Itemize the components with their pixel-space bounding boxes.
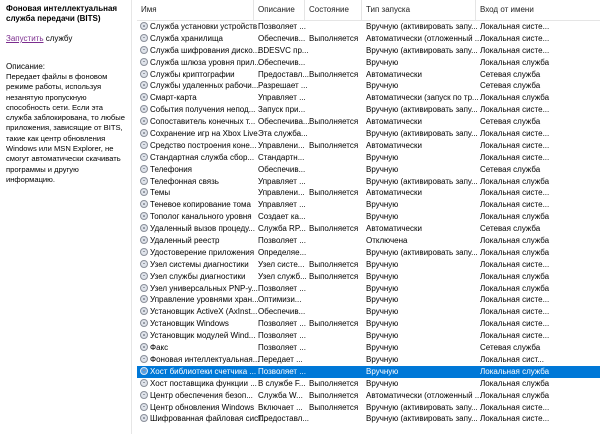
service-startup-type-cell: Автоматически: [366, 69, 422, 79]
service-status-cell: Выполняется: [309, 402, 359, 412]
service-status-cell: Выполняется: [309, 117, 359, 127]
service-description-cell: Обеспечив...: [258, 57, 306, 67]
service-name: Управление уровнями хран...: [150, 295, 259, 305]
table-row[interactable]: [137, 306, 600, 318]
services-list: [137, 0, 600, 434]
service-name: Службы удаленных рабочи...: [150, 81, 259, 91]
service-startup-type-cell: Автоматически: [366, 188, 422, 198]
table-row[interactable]: [137, 104, 600, 116]
table-row[interactable]: [137, 69, 600, 81]
service-logon-cell: Локальная систе...: [480, 307, 550, 317]
table-row[interactable]: [137, 176, 600, 188]
service-name: События получения непод...: [150, 105, 256, 115]
service-startup-type-cell: Вручную: [366, 295, 399, 305]
service-description-cell: Определяе...: [258, 247, 307, 257]
service-description-cell: Управляет ...: [258, 176, 306, 186]
table-row[interactable]: [137, 378, 600, 390]
gear-icon: [140, 165, 148, 173]
service-status-cell: Выполняется: [309, 33, 359, 43]
service-description-cell: Передает ...: [258, 354, 303, 364]
service-name: Службы криптографии: [150, 69, 235, 79]
service-logon-cell: Локальная систе...: [480, 295, 550, 305]
service-name-cell: [137, 259, 254, 271]
service-name-cell: [137, 413, 268, 425]
service-status-cell: [305, 235, 362, 247]
service-name: Служба шифрования диско...: [150, 45, 260, 55]
service-logon-cell: Локальная служба: [480, 378, 550, 388]
service-logon-cell: Локальная служба: [480, 366, 550, 376]
service-rows: [137, 21, 600, 425]
service-status-cell: [305, 104, 362, 116]
service-status-cell: [305, 366, 362, 378]
service-name: Шифрованная файловая сист...: [150, 414, 268, 424]
service-description-cell: Позволяет ...: [258, 343, 306, 353]
service-name: Смарт-карта: [150, 93, 197, 103]
service-description-cell: Позволяет ...: [258, 283, 306, 293]
table-row[interactable]: [137, 116, 600, 128]
service-logon-cell: Локальная систе...: [480, 414, 550, 424]
service-name: Узел службы диагностики: [150, 271, 246, 281]
service-name-cell: [137, 33, 254, 45]
table-row[interactable]: [137, 283, 600, 295]
table-row[interactable]: [137, 271, 600, 283]
service-description-cell: Позволяет ...: [258, 331, 306, 341]
service-name: Узел универсальных PNP-у...: [150, 283, 258, 293]
table-row[interactable]: [137, 80, 600, 92]
service-name-cell: [137, 318, 254, 330]
gear-icon: [140, 272, 148, 280]
gear-icon: [140, 260, 148, 268]
service-startup-type-cell: Вручную: [366, 343, 399, 353]
service-logon-cell: Локальная служба: [480, 212, 550, 222]
column-header-name[interactable]: Имя: [137, 0, 254, 20]
service-status-cell: Выполняется: [309, 259, 359, 269]
service-status-cell: Выполняется: [309, 390, 359, 400]
table-row[interactable]: [137, 33, 600, 45]
gear-icon: [140, 93, 148, 101]
table-row[interactable]: [137, 294, 600, 306]
table-row[interactable]: [137, 128, 600, 140]
service-name-cell: [137, 223, 254, 235]
service-status-cell: [305, 21, 362, 33]
service-logon-cell: Локальная систе...: [480, 45, 550, 55]
service-action: [6, 34, 125, 44]
service-startup-type-cell: Вручную: [366, 271, 399, 281]
service-status-cell: [305, 176, 362, 188]
service-name: Телефонная связь: [150, 176, 219, 186]
service-description-cell: Разрешает ...: [258, 81, 308, 91]
column-header-row: [137, 0, 600, 21]
gear-icon: [140, 212, 148, 220]
description-label: Описание:: [6, 62, 46, 71]
table-row[interactable]: [137, 211, 600, 223]
service-status-cell: [305, 354, 362, 366]
service-name-cell: [137, 247, 254, 259]
service-startup-type-cell: Вручную (активировать запу...: [366, 129, 478, 139]
service-name-cell: [137, 354, 260, 366]
service-description-cell: Предоставл...: [258, 69, 310, 79]
service-name-cell: [137, 140, 257, 152]
service-name: Служба шлюза уровня прил...: [150, 57, 262, 67]
service-description-cell: Создает ка...: [258, 212, 306, 222]
table-row[interactable]: [137, 366, 600, 378]
service-startup-type-cell: Вручную: [366, 307, 399, 317]
service-name: Удостоверение приложения: [150, 247, 255, 257]
service-name-cell: [137, 187, 254, 199]
gear-icon: [140, 188, 148, 196]
service-status-cell: [305, 199, 362, 211]
table-row[interactable]: [137, 199, 600, 211]
service-logon-cell: Локальная систе...: [480, 129, 550, 139]
start-service-link[interactable]: Запустить: [6, 34, 44, 43]
service-startup-type-cell: Вручную: [366, 200, 399, 210]
service-name: Сопоставитель конечных т...: [150, 117, 256, 127]
service-details-panel: [0, 0, 132, 434]
service-status-cell: [305, 128, 362, 140]
gear-icon: [140, 379, 148, 387]
service-startup-type-cell: Вручную: [366, 152, 399, 162]
service-name: Установщик Windows: [150, 319, 229, 329]
service-status-cell: [305, 330, 362, 342]
service-description-cell: Служба W...: [258, 390, 303, 400]
service-name: Удаленный вызов процеду...: [150, 224, 255, 234]
service-name-cell: [137, 164, 254, 176]
service-startup-type-cell: Отключена: [366, 236, 408, 246]
service-startup-type-cell: Автоматически: [366, 117, 422, 127]
service-description-cell: Управлени...: [258, 140, 305, 150]
service-logon-cell: Локальная служба: [480, 176, 550, 186]
table-row[interactable]: [137, 223, 600, 235]
table-row[interactable]: [137, 152, 600, 164]
service-status-cell: [305, 342, 362, 354]
service-description-cell: Узел служб...: [258, 271, 307, 281]
service-name-cell: [137, 104, 254, 116]
service-status-cell: Выполняется: [309, 378, 359, 388]
gear-icon: [140, 331, 148, 339]
gear-icon: [140, 200, 148, 208]
service-name-cell: [137, 176, 254, 188]
gear-icon: [140, 70, 148, 78]
service-name-cell: [137, 271, 254, 283]
service-description-cell: Управляет ...: [258, 93, 306, 103]
service-status-cell: [305, 283, 362, 295]
service-name-cell: [137, 80, 259, 92]
service-name-cell: [137, 128, 258, 140]
service-logon-cell: Локальная систе...: [480, 319, 550, 329]
service-name-cell: [137, 45, 260, 57]
service-logon-cell: Сетевая служба: [480, 81, 541, 91]
table-row[interactable]: [137, 92, 600, 104]
service-name: Стандартная служба сбор...: [150, 152, 255, 162]
gear-icon: [140, 248, 148, 256]
service-name: Темы: [150, 188, 171, 198]
service-logon-cell: Локальная служба: [480, 271, 550, 281]
service-name: Средство построения коне...: [150, 140, 257, 150]
service-startup-type-cell: Вручную (активировать запу...: [366, 414, 478, 424]
service-name-cell: [137, 235, 254, 247]
service-startup-type-cell: Автоматически: [366, 140, 422, 150]
service-logon-cell: Локальная систе...: [480, 33, 550, 43]
service-status-cell: [305, 164, 362, 176]
service-logon-cell: Локальная служба: [480, 283, 550, 293]
service-startup-type-cell: Автоматически (отложенный ...: [366, 33, 482, 43]
service-status-cell: [305, 413, 362, 425]
service-startup-type-cell: Вручную: [366, 81, 399, 91]
gear-icon: [140, 319, 148, 327]
gear-icon: [140, 391, 148, 399]
gear-icon: [140, 129, 148, 137]
gear-icon: [140, 236, 148, 244]
service-startup-type-cell: Автоматически (запуск по тр...: [366, 93, 479, 103]
service-startup-type-cell: Вручную: [366, 283, 399, 293]
service-description-cell: Управлени...: [258, 188, 305, 198]
service-logon-cell: Локальная систе...: [480, 402, 550, 412]
service-name-cell: [137, 92, 254, 104]
service-name: Служба хранилища: [150, 33, 223, 43]
gear-icon: [140, 224, 148, 232]
service-startup-type-cell: Вручную: [366, 366, 399, 376]
service-description-cell: В службе F...: [258, 378, 306, 388]
service-description-cell: Обеспечив...: [258, 307, 306, 317]
service-status-cell: Выполняется: [309, 69, 359, 79]
service-startup-type-cell: Вручную: [366, 259, 399, 269]
service-name: Узел системы диагностики: [150, 259, 249, 269]
service-description-cell: Обеспечив...: [258, 164, 306, 174]
service-name: Фоновая интеллектуальная...: [150, 354, 260, 364]
service-description-cell: Позволяет ...: [258, 319, 306, 329]
selected-service-title: Фоновая интеллектуальная служба передачи (BITS): [6, 4, 118, 23]
service-description-cell: Служба RP...: [258, 224, 306, 234]
service-startup-type-cell: Вручную: [366, 378, 399, 388]
table-row[interactable]: [137, 140, 600, 152]
table-row[interactable]: [137, 390, 600, 402]
table-row[interactable]: [137, 235, 600, 247]
service-status-cell: [305, 247, 362, 259]
service-status-cell: [305, 92, 362, 104]
service-name-cell: [137, 330, 254, 342]
gear-icon: [140, 355, 148, 363]
service-status-cell: Выполняется: [309, 271, 359, 281]
service-status-cell: [305, 45, 362, 57]
service-logon-cell: Локальная систе...: [480, 105, 550, 115]
service-name-cell: [137, 69, 254, 81]
service-name-cell: [137, 294, 259, 306]
service-status-cell: Выполняется: [309, 188, 359, 198]
service-name-cell: [137, 283, 258, 295]
column-header-description[interactable]: Описание: [254, 0, 305, 20]
service-startup-type-cell: Вручную: [366, 319, 399, 329]
gear-icon: [140, 22, 148, 30]
service-logon-cell: Локальная систе...: [480, 200, 550, 210]
service-name-cell: [137, 199, 254, 211]
table-row[interactable]: [137, 57, 600, 69]
service-logon-cell: Локальная систе...: [480, 152, 550, 162]
gear-icon: [140, 343, 148, 351]
table-row[interactable]: [137, 247, 600, 259]
gear-icon: [140, 284, 148, 292]
service-description-cell: Позволяет ...: [258, 22, 306, 31]
service-description-cell: Запуск при...: [258, 105, 306, 115]
service-status-cell: [305, 211, 362, 223]
service-name-cell: [137, 211, 254, 223]
service-logon-cell: Сетевая служба: [480, 343, 541, 353]
table-row[interactable]: [137, 342, 600, 354]
gear-icon: [140, 105, 148, 113]
service-startup-type-cell: Автоматически (отложенный ...: [366, 390, 482, 400]
service-status-cell: Выполняется: [309, 319, 359, 329]
service-name: Удаленный реестр: [150, 236, 220, 246]
service-startup-type-cell: Вручную: [366, 164, 399, 174]
service-startup-type-cell: Вручную (активировать запу...: [366, 22, 478, 31]
service-startup-type-cell: Вручную: [366, 212, 399, 222]
service-name-cell: [137, 378, 257, 390]
service-description-cell: Предоставл...: [258, 414, 310, 424]
service-logon-cell: Сетевая служба: [480, 164, 541, 174]
service-startup-type-cell: Вручную: [366, 354, 399, 364]
service-logon-cell: Локальная служба: [480, 247, 550, 257]
service-description-cell: Стандартн...: [258, 152, 305, 162]
service-name: Центр обеспечения безоп...: [150, 390, 253, 400]
table-row[interactable]: [137, 164, 600, 176]
service-name: Установщик модулей Wind...: [150, 331, 256, 341]
service-status-cell: [305, 306, 362, 318]
gear-icon: [140, 403, 148, 411]
table-row[interactable]: [137, 402, 600, 414]
service-description-cell: Управляет ...: [258, 200, 306, 210]
service-description-cell: Узел систе...: [258, 259, 305, 269]
service-description: Передает файлы в фоновом режиме работы, используя незанятую пропускную способность сети. Если эта служба заблокирована, то любые приложения, зависящие от BITS, такие как центр обновления Windows или MSN Explorer, не смогут автоматически скачивать программы и другую информацию.: [6, 72, 128, 184]
table-row[interactable]: [137, 318, 600, 330]
service-description-cell: Включает ...: [258, 402, 303, 412]
service-description-cell: Позволяет ...: [258, 236, 306, 246]
column-header-startup-type[interactable]: Тип запуска: [362, 0, 476, 20]
service-logon-cell: Локальная систе...: [480, 188, 550, 198]
service-logon-cell: Локальная служба: [480, 390, 550, 400]
service-name: Хост библиотеки счетчика ...: [150, 366, 257, 376]
service-status-cell: [305, 294, 362, 306]
service-name: Хост поставщика функции ...: [150, 378, 257, 388]
gear-icon: [140, 141, 148, 149]
gear-icon: [140, 117, 148, 125]
service-startup-type-cell: Вручную (активировать запу...: [366, 176, 478, 186]
service-name: Центр обновления Windows: [150, 402, 255, 412]
gear-icon: [140, 295, 148, 303]
column-header-status[interactable]: Состояние: [305, 0, 362, 20]
service-name: Сохранение игр на Xbox Live: [150, 129, 258, 139]
service-name-cell: [137, 152, 254, 164]
column-header-logon[interactable]: Вход от имени: [480, 5, 534, 14]
service-name-cell: [137, 402, 254, 414]
service-name: Установщик ActiveX (AxInst...: [150, 307, 258, 317]
service-description-cell: Обеспечива...: [258, 117, 310, 127]
service-name-cell: [137, 390, 254, 402]
service-logon-cell: Локальная служба: [480, 57, 550, 67]
service-description-cell: Позволяет ...: [258, 366, 306, 376]
service-status-cell: Выполняется: [309, 140, 359, 150]
table-row[interactable]: [137, 330, 600, 342]
service-name: Телефония: [150, 164, 192, 174]
service-status-cell: Выполняется: [309, 224, 359, 234]
service-startup-type-cell: Автоматически: [366, 224, 422, 234]
service-logon-cell: Сетевая служба: [480, 224, 541, 234]
service-logon-cell: Локальная систе...: [480, 140, 550, 150]
table-row[interactable]: [137, 354, 600, 366]
service-logon-cell: Локальная систе...: [480, 331, 550, 341]
service-logon-cell: Локальная систе...: [480, 22, 550, 31]
service-logon-cell: Локальная служба: [480, 236, 550, 246]
service-description-cell: Эта служба...: [258, 129, 308, 139]
service-startup-type-cell: Вручную (активировать запу...: [366, 247, 478, 257]
service-logon-cell: Сетевая служба: [480, 117, 541, 127]
service-description-cell: Обеспечив...: [258, 33, 306, 43]
service-name: Факс: [150, 343, 169, 353]
service-description-cell: BDESVC пр...: [258, 45, 309, 55]
service-status-cell: [305, 80, 362, 92]
gear-icon: [140, 81, 148, 89]
table-row[interactable]: [137, 413, 600, 425]
service-name: Служба установки устройств: [150, 22, 258, 31]
service-name: Теневое копирование тома: [150, 200, 251, 210]
service-logon-cell: Сетевая служба: [480, 69, 541, 79]
service-status-cell: [305, 57, 362, 69]
service-name-cell: [137, 116, 254, 128]
gear-icon: [140, 46, 148, 54]
service-startup-type-cell: Вручную (активировать запу...: [366, 45, 478, 55]
gear-icon: [140, 307, 148, 315]
service-startup-type-cell: Вручную: [366, 57, 399, 67]
service-name-cell: [137, 21, 258, 33]
table-row[interactable]: [137, 21, 600, 33]
service-startup-type-cell: Вручную: [366, 331, 399, 341]
service-name-cell: [137, 366, 257, 378]
service-name-cell: [137, 342, 254, 354]
service-logon-cell: Локальная служба: [480, 93, 550, 103]
service-startup-type-cell: Вручную (активировать запу...: [366, 402, 478, 412]
table-row[interactable]: [137, 45, 600, 57]
table-row[interactable]: [137, 187, 600, 199]
service-description-cell: Оптимизи...: [258, 295, 302, 305]
gear-icon: [140, 414, 148, 422]
service-name-cell: [137, 306, 258, 318]
service-status-cell: [305, 152, 362, 164]
service-startup-type-cell: Вручную (активировать запу...: [366, 105, 478, 115]
start-service-suffix: службу: [43, 34, 73, 43]
gear-icon: [140, 153, 148, 161]
service-name: Тополог канального уровня: [150, 212, 252, 222]
service-logon-cell: Локальная сист...: [480, 354, 544, 364]
table-row[interactable]: [137, 259, 600, 271]
service-name-cell: [137, 57, 262, 69]
gear-icon: [140, 34, 148, 42]
gear-icon: [140, 177, 148, 185]
gear-icon: [140, 58, 148, 66]
service-logon-cell: Локальная систе...: [480, 259, 550, 269]
gear-icon: [140, 367, 148, 375]
